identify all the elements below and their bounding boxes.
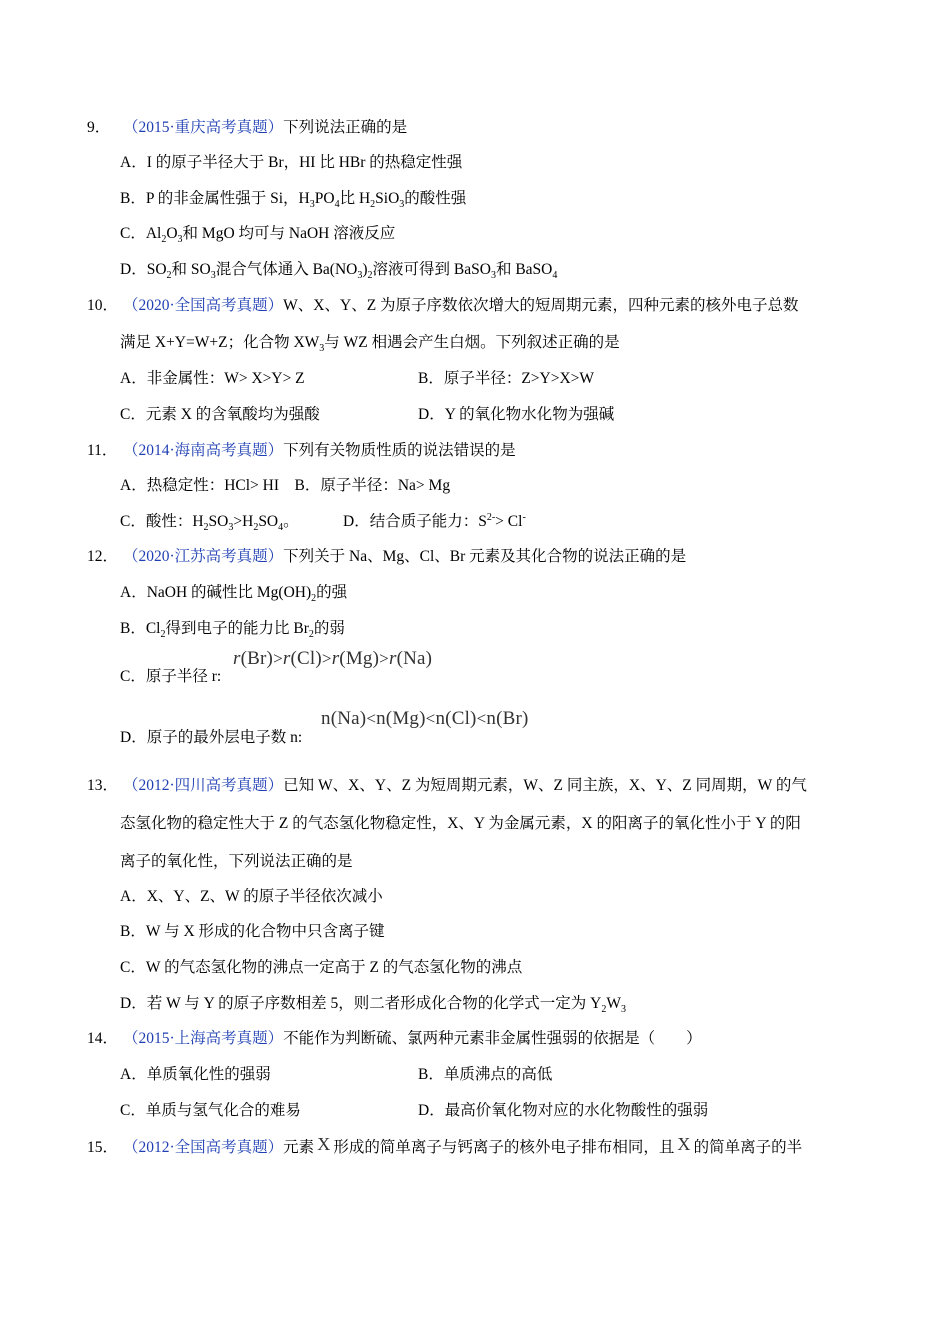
option-d: D．结合质子能力：$S^{2-}> Cl^-$ <box>343 511 526 530</box>
question-13-stem <box>87 776 807 796</box>
question-number: 15． <box>87 1139 119 1156</box>
option-d-formula: n(Na)<n(Mg)<n(Cl)<n(Br) <box>321 708 529 729</box>
question-number: 11． <box>87 442 118 459</box>
option-c-formula: r(Br)>r(Cl)>r(Mg)>r(Na) <box>233 648 433 669</box>
question-13-stem-cont: 态氢化物的稳定性大于 Z 的气态氢化物稳定性，X、Y 为金属元素，X 的阳离子的氧化性小于 Y 的阳 <box>120 815 801 832</box>
question-number: 14． <box>87 1030 119 1047</box>
option-c: C．原子半径 r: <box>120 668 222 685</box>
option-a: A．单质氧化性的强弱 <box>120 1066 271 1083</box>
question-number: 10． <box>87 297 119 314</box>
option-d: D．最高价氧化物对应的水化物酸性的强弱 <box>418 1102 709 1119</box>
stem-text: 下列有关物质性质的说法错误的是 <box>283 442 516 459</box>
option-a: A．NaOH 的碱性比 $Mg(OH)_2$的强 <box>120 584 348 605</box>
question-number: 12． <box>87 548 119 565</box>
question-12-stem <box>87 547 686 567</box>
variable-x: X <box>677 1134 691 1154</box>
question-15-stem: 15． （2012·全国高考真题）元素 X 形成的简单离子与钙离子的核外电子排布相同，且 X 的简单离子的半 <box>87 1134 803 1156</box>
variable-x: X <box>317 1134 331 1154</box>
option-b: B．原子半径：Z>Y>X>W <box>418 370 595 387</box>
question-9-stem <box>87 118 407 138</box>
option-c: C．$Al_2O_3$和 MgO 均可与 NaOH 溶液反应 <box>120 225 396 246</box>
option-c: C．酸性：$H_2SO_3>H_2SO_4$。 <box>120 513 299 534</box>
question-13-stem-cont: 离子的氧化性，下列说法正确的是 <box>120 853 353 870</box>
question-11-stem <box>87 441 516 461</box>
source-tag: （2020·江苏高考真题） <box>123 548 284 565</box>
source-tag: （2015·上海高考真题） <box>123 1030 284 1047</box>
option-d: D．$SO_2$和 $SO_3$混合气体通入 $Ba(NO_3)_2$溶液可得到 BaSO$_3$和 BaSO$_4$ <box>120 261 558 282</box>
option-b: B．单质沸点的高低 <box>418 1066 553 1083</box>
option-ab: A．热稳定性：HCl> HI B．原子半径：Na> Mg <box>120 477 451 494</box>
source-tag: （2012·四川高考真题） <box>123 777 284 794</box>
option-a: A．X、Y、Z、W 的原子半径依次减小 <box>120 888 383 905</box>
question-10-stem-cont: 满足 X+Y=W+Z；化合物 $XW_3$与 WZ 相遇会产生白烟。下列叙述正确的是 <box>120 334 620 355</box>
stem-text: W、X、Y、Z 为原子序数依次增大的短周期元素，四种元素的核外电子总数 <box>283 297 799 314</box>
stem-text: 下列关于 Na、Mg、Cl、Br 元素及其化合物的说法正确的是 <box>283 548 687 565</box>
stem-text: 已知 W、X、Y、Z 为短周期元素，W、Z 同主族，X、Y、Z 同周期，W 的气 <box>283 777 807 794</box>
source-tag: （2012·全国高考真题） <box>123 1139 284 1156</box>
option-d: D．Y 的氧化物水化物为强碱 <box>418 406 615 423</box>
question-number: 13． <box>87 777 119 794</box>
question-number: 9． <box>87 119 111 136</box>
option-b: B．P 的非金属性强于 Si，$H_3PO_4$比 $H_2SiO_3$的酸性强 <box>120 190 467 211</box>
option-b: B．W 与 X 形成的化合物中只含离子键 <box>120 923 385 940</box>
option-c: C．元素 X 的含氧酸均为强酸 <box>120 406 320 423</box>
source-tag: （2014·海南高考真题） <box>123 442 284 459</box>
stem-text: 不能作为判断硫、氯两种元素非金属性强弱的依据是（ ） <box>283 1030 702 1047</box>
option-a: A．I 的原子半径大于 Br，HI 比 HBr 的热稳定性强 <box>120 154 463 171</box>
option-c: C．W 的气态氢化物的沸点一定高于 Z 的气态氢化物的沸点 <box>120 959 523 976</box>
source-tag: （2020·全国高考真题） <box>123 297 284 314</box>
source-tag: （2015·重庆高考真题） <box>123 119 284 136</box>
question-14-stem <box>87 1029 702 1049</box>
question-10-stem <box>87 296 799 316</box>
option-d: D．原子的最外层电子数 n: <box>120 729 303 746</box>
option-b: B．$Cl_2$得到电子的能力比 $Br_2$的弱 <box>120 620 345 641</box>
stem-text: 下列说法正确的是 <box>283 119 408 136</box>
option-d: D．若 W 与 Y 的原子序数相差 5，则二者形成化合物的化学式一定为 $Y_2W_3$ <box>120 995 626 1016</box>
option-c: C．单质与氢气化合的难易 <box>120 1102 301 1119</box>
option-a: A．非金属性：W> X>Y> Z <box>120 370 305 387</box>
